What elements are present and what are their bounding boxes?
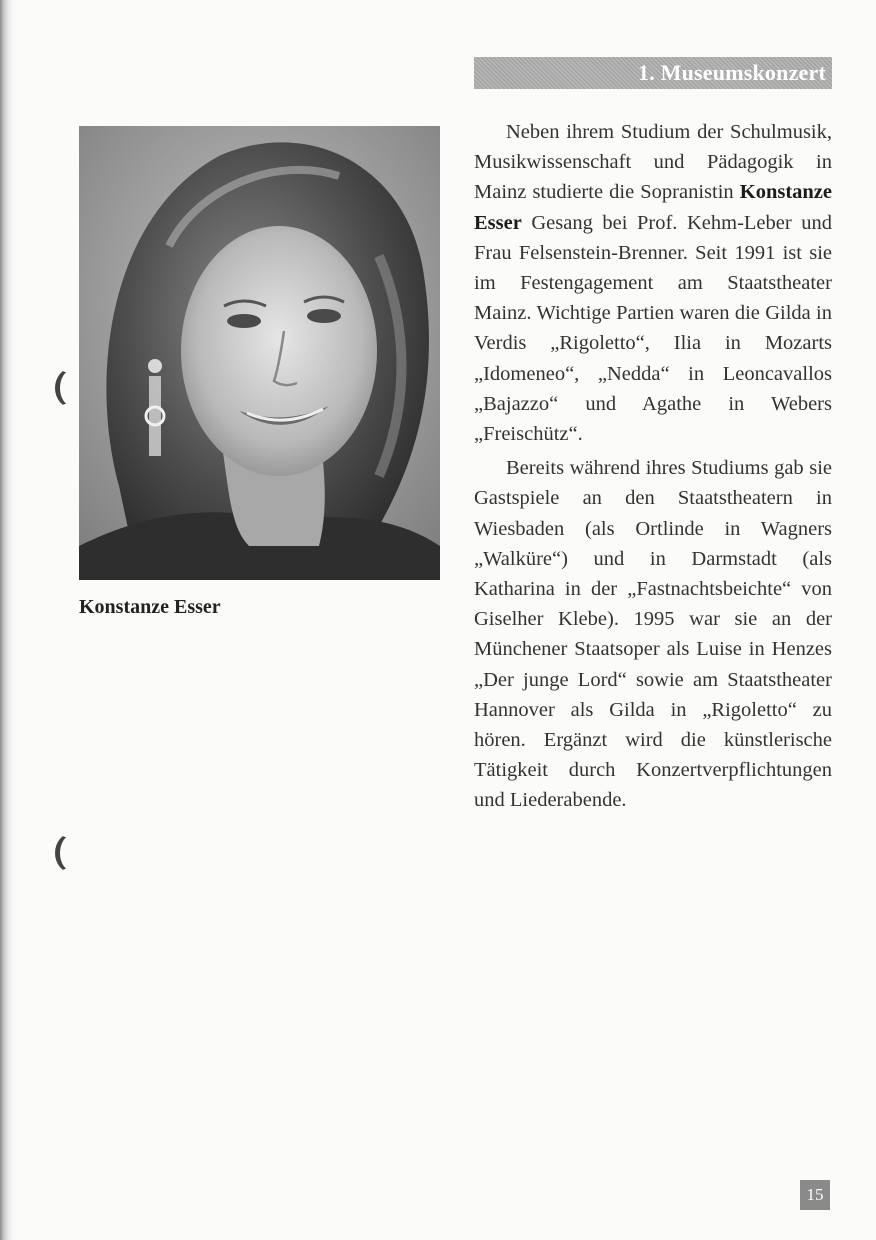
artist-name: Konstanze Esser <box>474 181 832 234</box>
article-paragraph <box>474 117 832 449</box>
section-header-bar <box>474 57 832 89</box>
paragraph-text: Neben ihrem Studium der Schulmusik, Musikwissenschaft und Pädagogik in Mainz studierte die Sopranistin <box>474 121 832 204</box>
portrait-image <box>79 126 440 580</box>
punch-hole-lower <box>55 833 89 873</box>
show-through-text <box>84 628 89 659</box>
page-binding-shadow <box>0 0 14 1240</box>
portrait-photo <box>79 126 440 580</box>
paragraph-text: Bereits während ihres Studiums gab sie Gastspiele an den Staatstheatern in Wiesbaden (als Ortlinde in Wagners „Walküre“) und in Darmstadt (als Katharina in der „Fastnachtsbeichte“ von Giselher Klebe). 1995 war sie an der Münchener Staatsoper als Luise in Henzes „Der junge Lord“ sowie am Staatstheater Hannover als Gilda in „Rigoletto“ zu hören. Ergänzt wird die künstlerische Tätigkeit durch Konzertverpflichtungen und Liederabende. <box>474 457 832 812</box>
section-title: 1. Museumskonzert <box>638 60 826 85</box>
article-body <box>474 117 832 820</box>
paragraph-text: Gesang bei Prof. Kehm-Leber und Frau Felsenstein-Brenner. Seit 1991 ist sie im Festengagement am Staatstheater Mainz. Wichtige Partien waren die Gilda in Verdis „Rigoletto“, Ilia in Mozarts „Idomeneo“, „Nedda“ in Leoncavallos „Bajazzo“ und Agathe in Webers „Freischütz“. <box>474 211 832 446</box>
article-paragraph <box>474 453 832 815</box>
photo-caption: Konstanze Esser <box>79 596 221 618</box>
page-number: 15 <box>800 1180 830 1210</box>
